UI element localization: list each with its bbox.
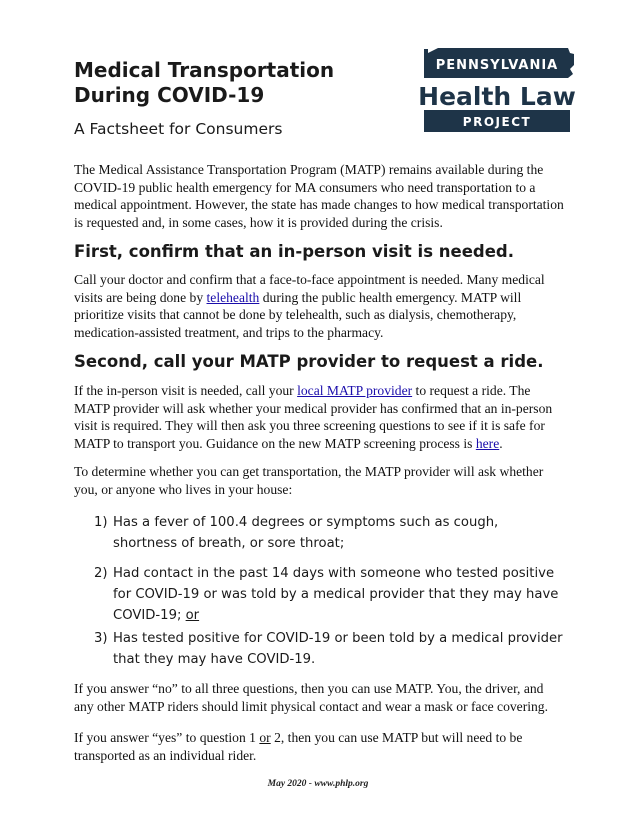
section-1-heading: First, confirm that an in-person visit is needed. [74,242,514,261]
page-title [74,58,404,108]
local-matp-provider-link[interactable]: local MATP provider [297,383,413,398]
title-line-2: During COVID-19 [74,83,265,107]
closing-paragraph-2 [74,729,564,764]
list-item [94,628,564,670]
closing-text-a: If you answer “yes” to question 1 [74,730,260,745]
list-item-number: 3) [94,631,108,646]
section-2-heading: Second, call your MATP provider to request a ride. [74,352,544,371]
list-item-text: Has tested positive for COVID-19 or been told by a medical provider that they may have COVID-19. [113,631,563,667]
list-item-text [113,563,564,626]
section-2-text-c: . [499,435,503,451]
page-subtitle: A Factsheet for Consumers [74,120,283,138]
phlp-logo [418,47,578,133]
section-1-text-b: during the public health emergency. MATP will prioritize visits that cannot be done by telehealth, such as dialysis, chemotherapy, medication-assisted treatment, and trips to the pharmacy. [74,289,522,340]
section-2-paragraph [74,382,564,452]
logo-line-2: Health Law [418,82,576,111]
closing-paragraph-1: If you answer “no” to all three questions, then you can use MATP. You, the driver, and any other MATP riders should limit physical contact and wear a mask or face covering. [74,681,549,714]
screening-guidance-link[interactable]: here [475,435,500,451]
closing-or: or [259,730,271,745]
list-item [94,563,564,626]
list-item-or: or [185,608,200,623]
list-item [94,512,564,554]
section-2-text-a: If the in-person visit is needed, call your [74,383,298,398]
title-line-1: Medical Transportation [74,58,335,82]
screening-intro-paragraph: To determine whether you can get transportation, the MATP provider will ask whether you, or anyone who lives in your house: [74,464,544,497]
page-footer: May 2020 - www.phlp.org [267,779,369,789]
telehealth-link[interactable]: telehealth [206,289,260,305]
logo-line-1: PENNSYLVANIA [435,58,559,73]
section-1-paragraph [74,271,564,341]
list-item-number: 1) [94,515,108,530]
logo-line-3: PROJECT [462,115,532,129]
list-item-number: 2) [94,566,108,581]
list-item-text: Has a fever of 100.4 degrees or symptoms such as cough, shortness of breath, or sore throat; [113,515,499,551]
list-item-text-main: Had contact in the past 14 days with someone who tested positive for COVID-19 or was told by a medical provider that they may have COVID-19; [113,566,559,623]
closing-text-b: 2, then you can use MATP but will need to be transported as an individual rider. [74,730,523,763]
section-1-text-a: Call your doctor and confirm that a face-to-face appointment is needed. Many medical visits are being done by [74,272,545,305]
section-2-text-b: to request a ride. The MATP provider will ask whether your medical provider has confirmed that an in-person visit is required. They will then ask you three screening questions to see if it is safe for MATP to transport you. Guidance on the new MATP screening process is [74,383,553,451]
intro-paragraph: The Medical Assistance Transportation Program (MATP) remains available during the COVID-19 public health emergency for MA consumers who need transportation to a medical appointment. However, the state has made changes to how medical transportation is requested and, in some cases, how it is provided during the crisis. [74,162,564,230]
